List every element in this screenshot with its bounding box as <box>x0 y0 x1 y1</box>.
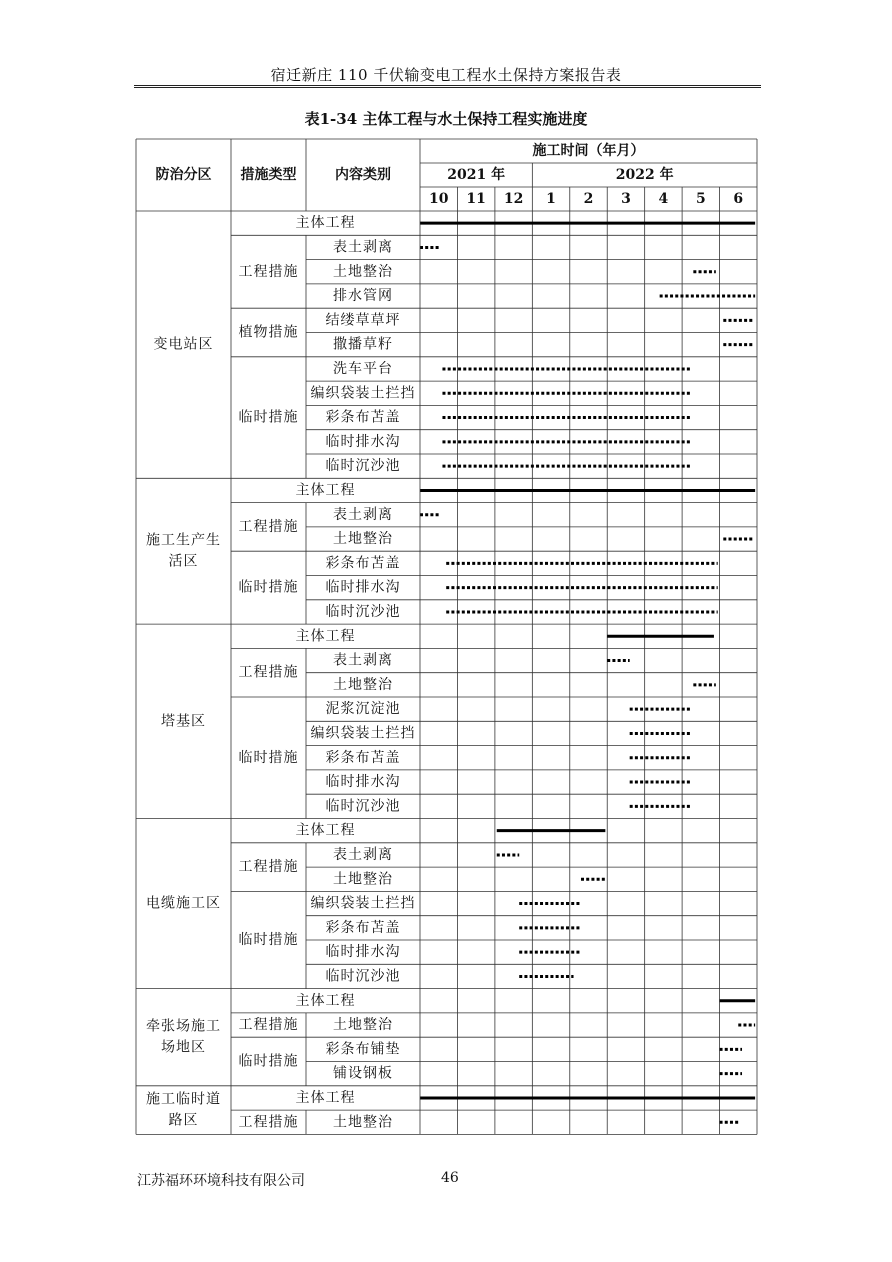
table-title: 表1-34 主体工程与水土保持工程实施进度 <box>304 110 588 128</box>
measure-type-cell: 工程措施 <box>238 263 299 280</box>
column-header-measure: 措施类型 <box>240 167 297 183</box>
page-number: 46 <box>441 1170 459 1186</box>
content-cell: 彩条布苫盖 <box>325 919 401 936</box>
zone-name: 活区 <box>168 553 199 570</box>
footer-company: 江苏福环环境科技有限公司 <box>137 1173 305 1189</box>
content-cell: 土地整治 <box>333 1017 393 1034</box>
year-label: 2022 年 <box>615 167 674 183</box>
month-label: 2 <box>583 191 594 207</box>
content-cell: 结缕草草坪 <box>325 312 401 329</box>
main-project-label: 主体工程 <box>295 822 356 839</box>
content-cell: 临时排水沟 <box>325 774 401 791</box>
content-cell: 临时沉沙池 <box>325 603 401 620</box>
month-label: 3 <box>621 191 631 207</box>
measure-type-cell: 工程措施 <box>238 664 299 681</box>
content-cell: 土地整治 <box>333 676 393 693</box>
content-cell: 表土剥离 <box>333 506 393 523</box>
zone-name: 场地区 <box>161 1039 206 1056</box>
measure-type-cell: 植物措施 <box>238 324 299 341</box>
measure-type-cell: 工程措施 <box>238 518 299 535</box>
content-cell: 临时沉沙池 <box>325 458 401 475</box>
month-label: 1 <box>546 191 556 207</box>
content-cell: 土地整治 <box>333 531 393 548</box>
main-project-label: 主体工程 <box>295 1089 356 1106</box>
measure-type-cell: 临时措施 <box>238 579 299 596</box>
month-label: 5 <box>695 191 706 207</box>
zone-name: 变电站区 <box>153 336 214 353</box>
content-cell: 彩条布苫盖 <box>325 555 401 572</box>
main-project-label: 主体工程 <box>295 628 356 645</box>
document-header: 宿迁新庄 110 千伏输变电工程水土保持方案报告表 <box>270 66 622 84</box>
content-cell: 彩条布铺垫 <box>325 1041 401 1058</box>
month-label: 10 <box>428 191 449 207</box>
content-cell: 临时沉沙池 <box>325 968 401 985</box>
column-header-time: 施工时间（年月） <box>532 143 645 159</box>
content-cell: 撒播草籽 <box>333 336 393 353</box>
content-cell: 土地整治 <box>333 263 393 280</box>
content-cell: 泥浆沉淀池 <box>325 701 401 718</box>
measure-type-cell: 临时措施 <box>238 409 299 426</box>
column-header-zone: 防治分区 <box>155 167 212 183</box>
measure-type-cell: 工程措施 <box>238 1017 299 1034</box>
measure-type-cell: 工程措施 <box>238 1114 299 1131</box>
content-cell: 编织袋装土拦挡 <box>310 895 416 912</box>
measure-type-cell: 临时措施 <box>238 932 299 948</box>
zone-name: 路区 <box>168 1112 199 1129</box>
content-cell: 铺设钢板 <box>333 1065 393 1082</box>
month-label: 4 <box>658 191 669 207</box>
zone-name: 电缆施工区 <box>146 895 221 912</box>
zone-name: 施工临时道 <box>146 1091 221 1108</box>
measure-type-cell: 工程措施 <box>238 859 299 876</box>
content-cell: 表土剥离 <box>333 239 393 256</box>
content-cell: 土地整治 <box>333 871 393 888</box>
content-cell: 洗车平台 <box>333 360 393 377</box>
content-cell: 临时排水沟 <box>325 944 401 961</box>
zone-name: 塔基区 <box>161 713 206 730</box>
content-cell: 土地整治 <box>333 1114 393 1131</box>
main-project-label: 主体工程 <box>295 482 356 499</box>
column-header-content: 内容类别 <box>335 167 391 183</box>
measure-type-cell: 临时措施 <box>238 1053 299 1070</box>
main-project-label: 主体工程 <box>295 215 356 232</box>
month-label: 11 <box>466 191 486 207</box>
month-label: 12 <box>503 191 524 207</box>
zone-name: 牵张场施工 <box>146 1018 221 1035</box>
content-cell: 临时排水沟 <box>325 433 401 450</box>
content-cell: 表土剥离 <box>333 846 393 863</box>
zone-name: 施工生产生 <box>146 532 221 549</box>
content-cell: 临时排水沟 <box>325 579 401 596</box>
content-cell: 排水管网 <box>333 288 393 305</box>
content-cell: 彩条布苫盖 <box>325 749 401 766</box>
content-cell: 编织袋装土拦挡 <box>310 725 416 742</box>
content-cell: 临时沉沙池 <box>325 798 401 815</box>
content-cell: 彩条布苫盖 <box>325 409 401 426</box>
main-project-label: 主体工程 <box>295 992 356 1009</box>
content-cell: 表土剥离 <box>333 652 393 669</box>
measure-type-cell: 临时措施 <box>238 749 299 766</box>
year-label: 2021 年 <box>447 167 506 183</box>
month-label: 6 <box>733 191 744 207</box>
content-cell: 编织袋装土拦挡 <box>310 385 416 402</box>
